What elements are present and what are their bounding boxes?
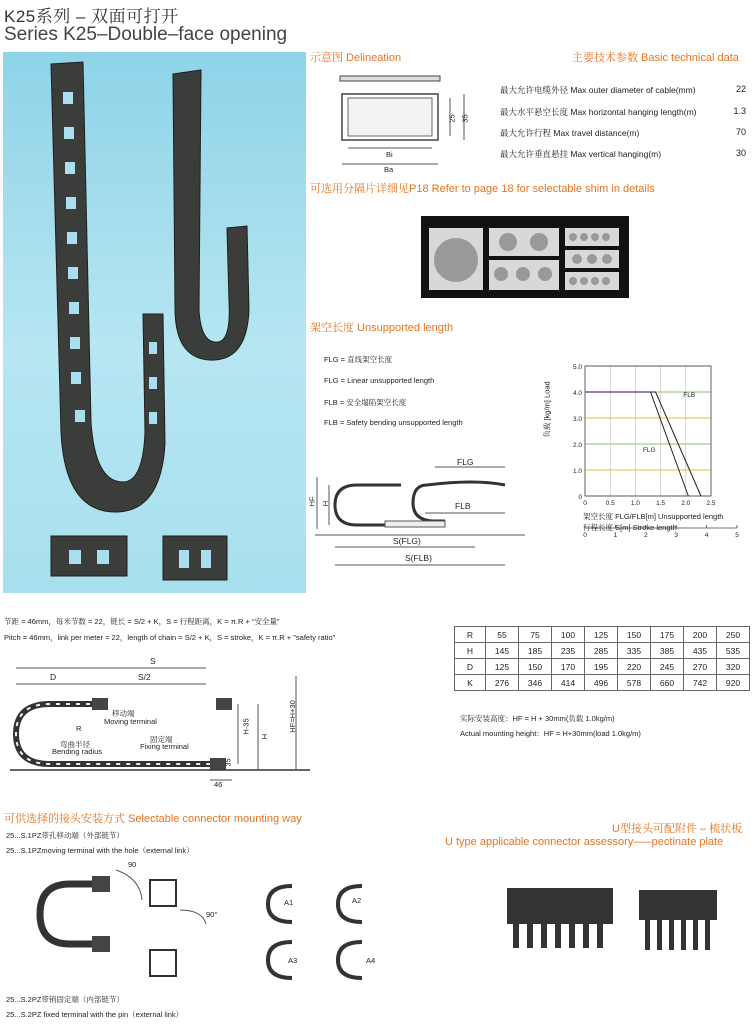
product-photo <box>3 52 306 593</box>
dim-cell: 276 <box>486 675 519 691</box>
chart-label-flg: FLG <box>642 446 656 454</box>
dim-row-k <box>455 675 750 691</box>
chart-y-tick: 0 <box>578 494 582 501</box>
tech-row-1-value: 22 <box>735 84 746 94</box>
dim-cell: 535 <box>717 643 750 659</box>
cross-section-diagram <box>330 74 476 174</box>
bend-s: S <box>150 656 156 666</box>
bend-46: 46 <box>214 780 223 789</box>
dim-cell: 175 <box>651 627 684 643</box>
dim-cell: 200 <box>684 627 717 643</box>
dim-note-en: Actual mounting height：HF = H+30mm(load 1.0kg/m) <box>460 729 641 738</box>
bend-d: D <box>50 672 57 682</box>
def-2: FLG = Linear unsupported length <box>324 376 435 385</box>
def-3: FLB = 安全塌陷架空长度 <box>324 398 407 407</box>
chart-y-tick: 3.0 <box>572 416 582 423</box>
tech-row-3-label: 最大允许行程 Max travel distance(m) <box>500 128 640 138</box>
dim-cell: 235 <box>552 643 585 659</box>
dim-cell: 335 <box>618 643 651 659</box>
dim-cell: 245 <box>651 659 684 675</box>
accessory-heading-en: U type applicable connector assessory–––pectinate plate <box>445 836 724 848</box>
chart-y-tick: 5.0 <box>572 364 582 371</box>
chart-x-tick: 0 <box>583 500 587 507</box>
dim-cell: 285 <box>585 643 618 659</box>
dim-row-r <box>455 627 750 643</box>
sflb-label: S(FLB) <box>405 553 432 563</box>
bend-r: R <box>76 724 82 733</box>
shim-cross-section <box>421 214 629 300</box>
dim-cell: 346 <box>519 675 552 691</box>
shim-diagram <box>421 214 629 300</box>
load-chart <box>542 358 751 563</box>
flg-label: FLG <box>457 457 474 467</box>
bend-fixed-en: Fixing terminal <box>140 742 189 751</box>
h-label: H <box>321 500 331 507</box>
pectinate-plates-svg <box>505 884 745 960</box>
chart-x-tick: 1.5 <box>656 500 666 507</box>
connector-line-2: 25...S.1PZmoving terminal with the hole（external link） <box>6 846 194 855</box>
connector-diagram-svg <box>30 860 240 990</box>
cable-chain-photo <box>3 52 306 593</box>
bend-35: 35 <box>223 758 233 767</box>
chart-ylabel: 负载 [kg/m] Load <box>542 381 552 438</box>
angle-90: 90° <box>206 910 218 919</box>
dim-cell: 220 <box>618 659 651 675</box>
dim-cell: 55 <box>486 627 519 643</box>
dim-25: 25 <box>447 114 457 123</box>
connector-line-3: 25...S.2PZ带销固定端（内部链节） <box>6 995 124 1004</box>
chart-stroke-tick: 1 <box>613 532 618 539</box>
bend-radius-cn: 弯曲半径 <box>60 740 90 749</box>
pitch-cn: 节距 = 46mm，每米节数 = 22，链长 = S/2 + K，S = 行程距离，K = π.R + “安全量” <box>4 617 280 626</box>
dim-cell: 100 <box>552 627 585 643</box>
title-en: Series K25–Double–face opening <box>4 24 288 45</box>
tech-row-4-value: 30 <box>735 148 746 158</box>
dim-cell: 75 <box>519 627 552 643</box>
dim-bi: Bi <box>386 150 393 159</box>
length-diagram <box>305 455 527 575</box>
dim-cell: 125 <box>486 659 519 675</box>
hf-label: HF <box>307 496 317 507</box>
chart-x-tick: 2.0 <box>681 500 691 507</box>
sflg-label: S(FLG) <box>393 536 421 546</box>
chart-label-flb: FLB <box>683 392 696 400</box>
chart-x-tick: 1.0 <box>630 500 640 507</box>
connector-heading: 可供选择的接头安装方式 Selectable connector mounting way <box>4 813 302 825</box>
dim-row-d <box>455 659 750 675</box>
bend-s2: S/2 <box>138 672 151 682</box>
dim-row-header: R <box>455 627 486 643</box>
dimension-table <box>454 626 750 691</box>
connector-line-1: 25...S.1PZ带孔移动端（外部链节） <box>6 831 124 840</box>
dim-cell: 195 <box>585 659 618 675</box>
connector-diagram <box>30 860 240 990</box>
dim-note-cn: 实际安装高度：HF = H + 30mm(负载 1.0kg/m) <box>460 714 615 723</box>
chart-x2label: 行程长度 S[m] Stroke length <box>583 523 677 532</box>
bend-fixed-cn: 固定端 <box>150 735 173 744</box>
bending-diagram <box>10 652 315 792</box>
tech-row-3-value: 70 <box>735 127 746 137</box>
dim-row-header: D <box>455 659 486 675</box>
tech-row-2-label: 最大水平悬空长度 Max horizontal hanging length(m) <box>500 107 697 117</box>
bend-hf: HF=H+30 <box>287 700 297 733</box>
dim-row-header: H <box>455 643 486 659</box>
bend-moving-cn: 移动端 <box>112 709 135 718</box>
dim-cell: 920 <box>717 675 750 691</box>
dim-cell: 742 <box>684 675 717 691</box>
connector-line-4: 25...S.2PZ fixed terminal with the pin（external link） <box>6 1010 184 1019</box>
tech-heading: 主要技术参数 Basic technical data <box>572 52 739 64</box>
bend-h35: H-35 <box>241 718 251 735</box>
dim-cell: 150 <box>519 659 552 675</box>
chart-stroke-tick: 0 <box>583 532 587 539</box>
dim-cell: 150 <box>618 627 651 643</box>
dim-cell: 385 <box>651 643 684 659</box>
def-4: FLB = Safety bending unsupported length <box>324 418 463 427</box>
shim-heading: 可选用分隔片详细见P18 Refer to page 18 for selectable shim in details <box>310 183 655 195</box>
title-cn: K25系列 – 双面可打开 <box>4 7 179 26</box>
chart-y-tick: 1.0 <box>572 468 582 475</box>
dim-cell: 250 <box>717 627 750 643</box>
chart-y-tick: 2.0 <box>572 442 582 449</box>
dim-cell: 170 <box>552 659 585 675</box>
pectinate-plates <box>505 884 745 960</box>
tech-row-2-value: 1.3 <box>733 106 746 116</box>
mount-a1: A1 <box>284 898 294 907</box>
bend-h: H <box>260 733 270 740</box>
delineation-heading: 示意图 Delineation <box>310 52 402 64</box>
dim-cell: 660 <box>651 675 684 691</box>
dim-cell: 435 <box>684 643 717 659</box>
def-1: FLG = 直线架空长度 <box>324 355 393 364</box>
dim-row-header: K <box>455 675 486 691</box>
dim-cell: 414 <box>552 675 585 691</box>
bend-moving-en: Moving terminal <box>104 717 157 726</box>
tech-row-4-label: 最大允许垂直悬挂 Max vertical hanging(m) <box>500 149 662 159</box>
mount-a2: A2 <box>352 896 362 905</box>
mount-a4: A4 <box>366 956 376 965</box>
dim-cell: 145 <box>486 643 519 659</box>
dim-cell: 125 <box>585 627 618 643</box>
bend-radius-en: Bending radius <box>52 747 103 756</box>
mount-variants-svg <box>262 876 422 986</box>
dim-cell: 185 <box>519 643 552 659</box>
dim-cell: 496 <box>585 675 618 691</box>
chart-stroke-tick: 3 <box>674 532 679 539</box>
delineation-diagram <box>330 74 476 174</box>
chart-x-tick: 2.5 <box>706 500 716 507</box>
mount-variants <box>262 876 422 986</box>
dim-ba: Ba <box>384 165 394 174</box>
dim-cell: 270 <box>684 659 717 675</box>
chart-stroke-tick: 4 <box>704 532 709 539</box>
chart-x-tick: 0.5 <box>605 500 615 507</box>
dim-row-h <box>455 643 750 659</box>
flb-label: FLB <box>455 501 471 511</box>
dim-cell: 320 <box>717 659 750 675</box>
tech-row-1-label: 最大允许电缆外径 Max outer diameter of cable(mm) <box>500 85 696 95</box>
angle-90-top: 90 <box>128 860 137 869</box>
mount-a3: A3 <box>288 956 298 965</box>
chart-stroke-tick: 5 <box>735 532 739 539</box>
pitch-en: Pitch = 46mm，link per meter = 22，length of chain = S/2 + K，S = stroke，K = π.R + "safety ratio" <box>4 633 336 642</box>
dimension-table-grid <box>454 626 750 691</box>
dim-cell: 578 <box>618 675 651 691</box>
unsupported-heading: 架空长度 Unsupported length <box>310 322 454 334</box>
chart-xlabel: 架空长度 FLG/FLB[m] Unsupported length <box>583 512 724 521</box>
accessory-heading-cn: U型接头可配附件 – 梳状板 <box>612 823 743 835</box>
chart-y-tick: 4.0 <box>572 390 582 397</box>
dim-35: 35 <box>460 114 470 123</box>
chart-stroke-tick: 2 <box>643 532 648 539</box>
